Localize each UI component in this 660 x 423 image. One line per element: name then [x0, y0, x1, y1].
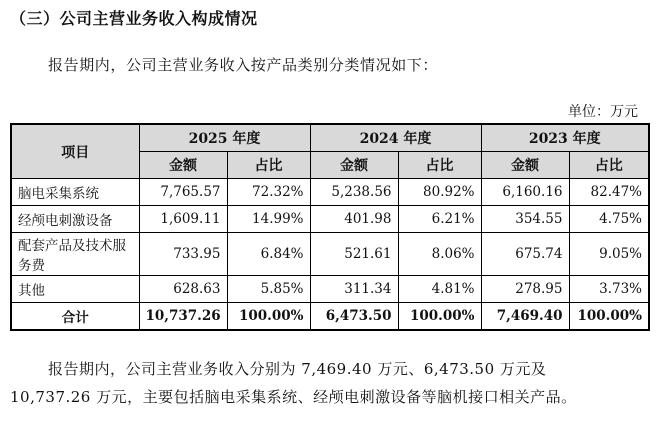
cell-value: 82.47%: [569, 179, 649, 206]
summary-paragraph: [10, 355, 650, 411]
summary-line-1: 报告期内，公司主营业务收入分别为 7,469.40 万元、6,473.50 万元及: [48, 360, 547, 378]
cell-value: 401.98: [310, 206, 398, 233]
cell-value: 9.05%: [569, 233, 649, 276]
cell-value: 6.84%: [227, 233, 310, 276]
cell-value: 521.61: [310, 233, 398, 276]
cell-value: 311.34: [310, 276, 398, 303]
section-heading: （三）公司主营业务收入构成情况: [10, 9, 258, 28]
total-value: 100.00%: [227, 303, 310, 331]
intro-text: 报告期内，公司主营业务收入按产品类别分类情况如下：: [48, 56, 439, 74]
total-value: 100.00%: [398, 303, 481, 331]
table-row: [11, 233, 649, 276]
table-row: [11, 206, 649, 233]
table-row: [11, 179, 649, 206]
cell-value: 6,160.16: [481, 179, 569, 206]
table-row: [11, 276, 649, 303]
header-year-2023: 2023 年度: [481, 124, 649, 152]
total-value: 100.00%: [569, 303, 649, 331]
cell-value: 8.06%: [398, 233, 481, 276]
cell-value: 4.81%: [398, 276, 481, 303]
total-value: 10,737.26: [139, 303, 227, 331]
cell-value: 733.95: [139, 233, 227, 276]
cell-value: 3.73%: [569, 276, 649, 303]
row-item: 脑电采集系统: [11, 179, 139, 206]
cell-value: 4.75%: [569, 206, 649, 233]
cell-value: 675.74: [481, 233, 569, 276]
cell-value: 628.63: [139, 276, 227, 303]
subheader-ratio: 占比: [569, 152, 649, 179]
total-value: 7,469.40: [481, 303, 569, 331]
subheader-amount: 金额: [139, 152, 227, 179]
subheader-ratio: 占比: [227, 152, 310, 179]
row-item: 配套产品及技术服务费: [11, 233, 139, 276]
subheader-amount: 金额: [310, 152, 398, 179]
header-item: 项目: [11, 124, 139, 179]
cell-value: 5.85%: [227, 276, 310, 303]
cell-value: 80.92%: [398, 179, 481, 206]
header-year-2025: 2025 年度: [139, 124, 310, 152]
row-item: 经颅电刺激设备: [11, 206, 139, 233]
cell-value: 354.55: [481, 206, 569, 233]
cell-value: 5,238.56: [310, 179, 398, 206]
table-header-row: [11, 124, 649, 152]
cell-value: 72.32%: [227, 179, 310, 206]
header-year-2024: 2024 年度: [310, 124, 481, 152]
summary-line-2: 10,737.26 万元，主要包括脑电采集系统、经颅电刺激设备等脑机接口相关产品。: [10, 388, 577, 406]
revenue-table: [10, 123, 650, 331]
total-item: 合计: [11, 303, 139, 331]
cell-value: 278.95: [481, 276, 569, 303]
cell-value: 7,765.57: [139, 179, 227, 206]
total-value: 6,473.50: [310, 303, 398, 331]
cell-value: 1,609.11: [139, 206, 227, 233]
row-item: 其他: [11, 276, 139, 303]
table-total-row: [11, 303, 649, 331]
subheader-amount: 金额: [481, 152, 569, 179]
cell-value: 6.21%: [398, 206, 481, 233]
unit-label: 单位：万元: [568, 104, 638, 120]
subheader-ratio: 占比: [398, 152, 481, 179]
cell-value: 14.99%: [227, 206, 310, 233]
